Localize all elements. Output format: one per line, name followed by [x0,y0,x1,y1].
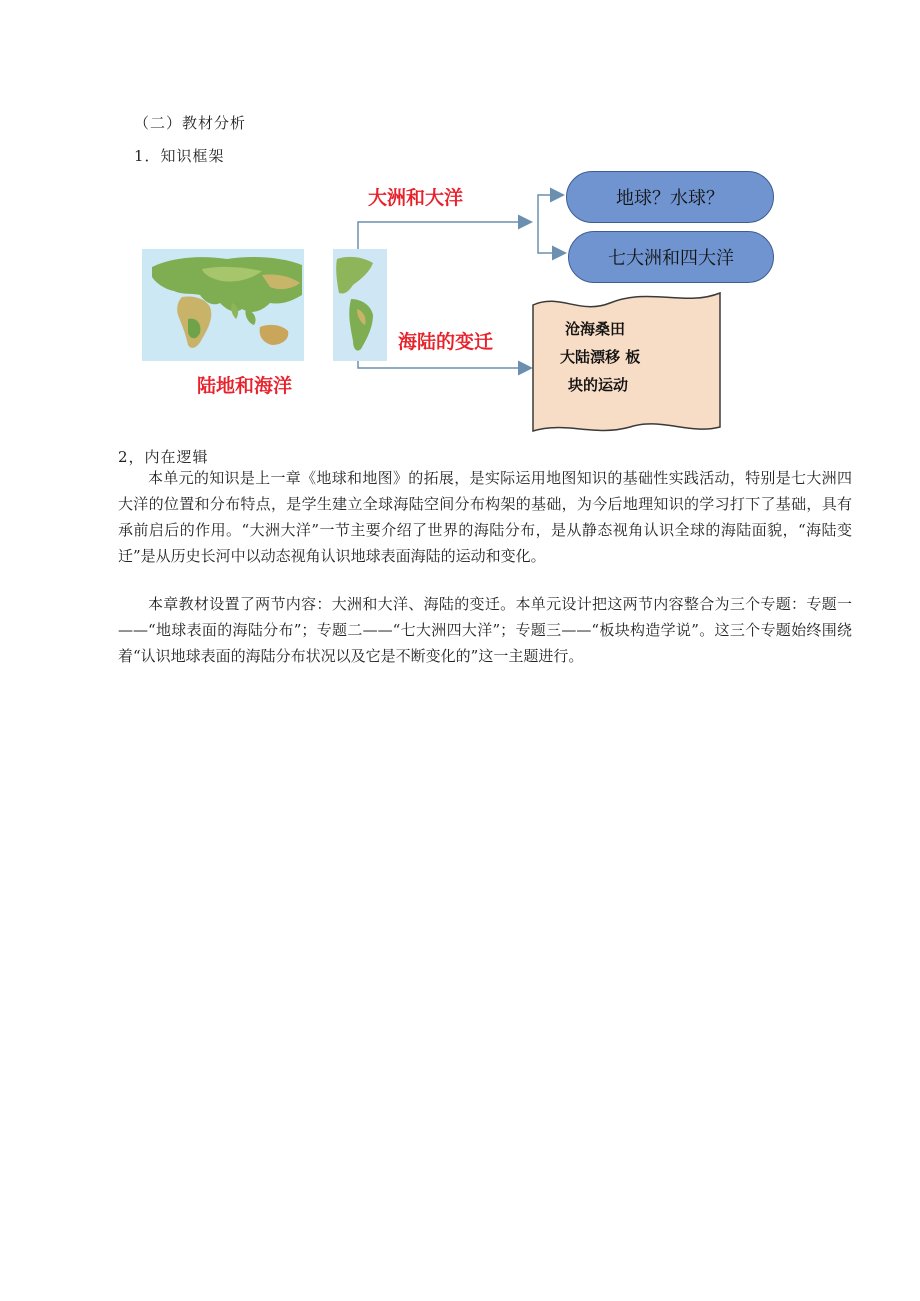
pill-text: 七大洲和四大洋 [608,248,734,269]
scroll-line-2: 大陆漂移 板 [560,348,641,366]
paragraph-chapter-structure: 本章教材设置了两节内容：大洲和大洋、海陆的变迁。本单元设计把这两节内容整合为三个专题：专题一——“地球表面的海陆分布”；专题二——“七大洲四大洋”；专题三——“板块构造学说”。这三个专题始终围绕着“认识地球表面的海陆分布状况以及它是不断变化的”这一主题进行。 [118,595,852,665]
knowledge-framework-diagram [140,165,780,435]
section-heading: （二）教材分析 [134,114,247,132]
paragraph-inner-logic: 本单元的知识是上一章《地球和地图》的拓展，是实际运用地图知识的基础性实践活动，特别是七大洲四大洋的位置和分布特点，是学生建立全球海陆空间分布构架的基础，为今后地理知识的学习打下了基础，具有承前启后的作用。“大洲大洋”一节主要介绍了世界的海陆分布，是从静态视角认识全球的海陆面貌，“海陆变迁”是从历史长河中以动态视角认识地球表面海陆的运动和变化。 [118,469,852,565]
earth-or-water-planet-pill [566,171,774,223]
inner-logic-heading: 2，内在逻辑 [118,448,209,466]
scroll-line-3: 块的运动 [568,376,629,394]
knowledge-framework-heading: 1．知识框架 [134,147,225,165]
scroll-line-1: 沧海桑田 [565,320,626,338]
seven-continents-four-oceans-pill [568,231,774,283]
branch-continents-oceans-label: 大洲和大洋 [368,187,464,209]
root-topic-label: 陆地和海洋 [197,375,293,397]
branch-land-sea-change-label: 海陆的变迁 [398,331,494,353]
pill-text: 地球？水球？ [616,188,724,209]
